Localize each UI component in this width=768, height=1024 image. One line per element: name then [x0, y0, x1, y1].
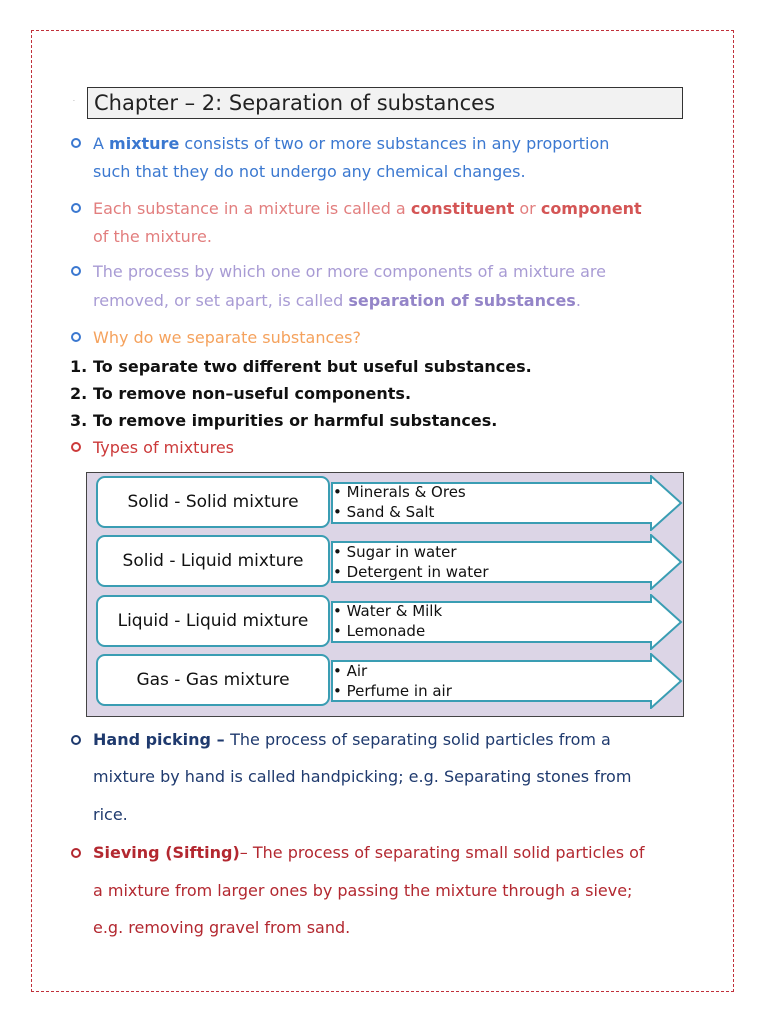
sieving-line-2: a mixture from larger ones by passing the mixture through a sieve;	[93, 881, 633, 900]
text: Each substance in a mixture is called a	[93, 199, 411, 218]
mixture-type-box: Solid - Solid mixture	[96, 476, 330, 528]
mixture-type-box: Solid - Liquid mixture	[96, 535, 330, 587]
list-number: 2.	[70, 384, 88, 403]
example-item: • Air	[333, 662, 368, 680]
text: or	[514, 199, 541, 218]
example-item: • Perfume in air	[333, 682, 452, 700]
reason-item: To remove impurities or harmful substances.	[93, 411, 498, 430]
separation-line-2	[93, 291, 581, 310]
why-heading: Why do we separate substances?	[93, 328, 361, 347]
text: removed, or set apart, is called	[93, 291, 349, 310]
page-title: Chapter – 2: Separation of substances	[94, 91, 496, 115]
text: Sugar in water	[346, 543, 457, 561]
reason-item: To separate two different but useful substances.	[93, 357, 532, 376]
handpicking-line-2: mixture by hand is called handpicking; e.g. Separating stones from	[93, 767, 632, 786]
text: consists of two or more substances in any proportion	[179, 134, 610, 153]
example-item: • Water & Milk	[333, 602, 443, 620]
example-item: • Sand & Salt	[333, 503, 435, 521]
term-separation: separation of substances	[348, 291, 576, 310]
constituent-line-1	[93, 199, 642, 218]
term-constituent: constituent	[410, 199, 515, 218]
text: .	[575, 291, 581, 310]
text: A	[93, 134, 110, 153]
bullet-icon	[71, 138, 81, 148]
sieving-line-1	[93, 843, 645, 862]
term-sieving: Sieving (Sifting)	[93, 843, 240, 862]
term-component: component	[540, 199, 642, 218]
text: Air	[346, 662, 368, 680]
term-mixture: mixture	[109, 134, 180, 153]
example-item: • Lemonade	[333, 622, 426, 640]
constituent-line-2: of the mixture.	[93, 227, 212, 246]
text: Perfume in air	[346, 682, 452, 700]
bullet-icon	[71, 442, 81, 452]
bullet-icon	[71, 203, 81, 213]
bullet-icon	[71, 332, 81, 342]
mixture-definition-line-1	[93, 134, 609, 153]
bullet-icon	[71, 266, 81, 276]
title-box	[87, 87, 683, 119]
text: Detergent in water	[346, 563, 489, 581]
text: The process of separating solid particles from a	[230, 730, 611, 749]
text: Minerals & Ores	[346, 483, 466, 501]
text: Sand & Salt	[346, 503, 435, 521]
list-number: 3.	[70, 411, 88, 430]
term-hand-picking: Hand picking –	[93, 730, 231, 749]
mixture-types-diagram	[86, 472, 684, 717]
mixture-definition-line-2: such that they do not undergo any chemical changes.	[93, 162, 526, 181]
types-heading: Types of mixtures	[93, 438, 234, 457]
bullet-icon	[71, 735, 81, 745]
example-item: • Detergent in water	[333, 563, 489, 581]
separation-line-1: The process by which one or more components of a mixture are	[93, 262, 606, 281]
list-number: 1.	[70, 357, 88, 376]
reason-item: To remove non–useful components.	[93, 384, 412, 403]
handpicking-line-3: rice.	[93, 805, 128, 824]
decorative-dot: ·	[73, 98, 75, 105]
handpicking-line-1	[93, 730, 611, 749]
sieving-line-3: e.g. removing gravel from sand.	[93, 918, 351, 937]
text: Water & Milk	[346, 602, 443, 620]
bullet-icon	[71, 848, 81, 858]
text: Lemonade	[346, 622, 426, 640]
mixture-type-box: Liquid - Liquid mixture	[96, 595, 330, 647]
example-item: • Sugar in water	[333, 543, 457, 561]
example-item: • Minerals & Ores	[333, 483, 466, 501]
text: – The process of separating small solid particles of	[239, 843, 645, 862]
mixture-type-box: Gas - Gas mixture	[96, 654, 330, 706]
